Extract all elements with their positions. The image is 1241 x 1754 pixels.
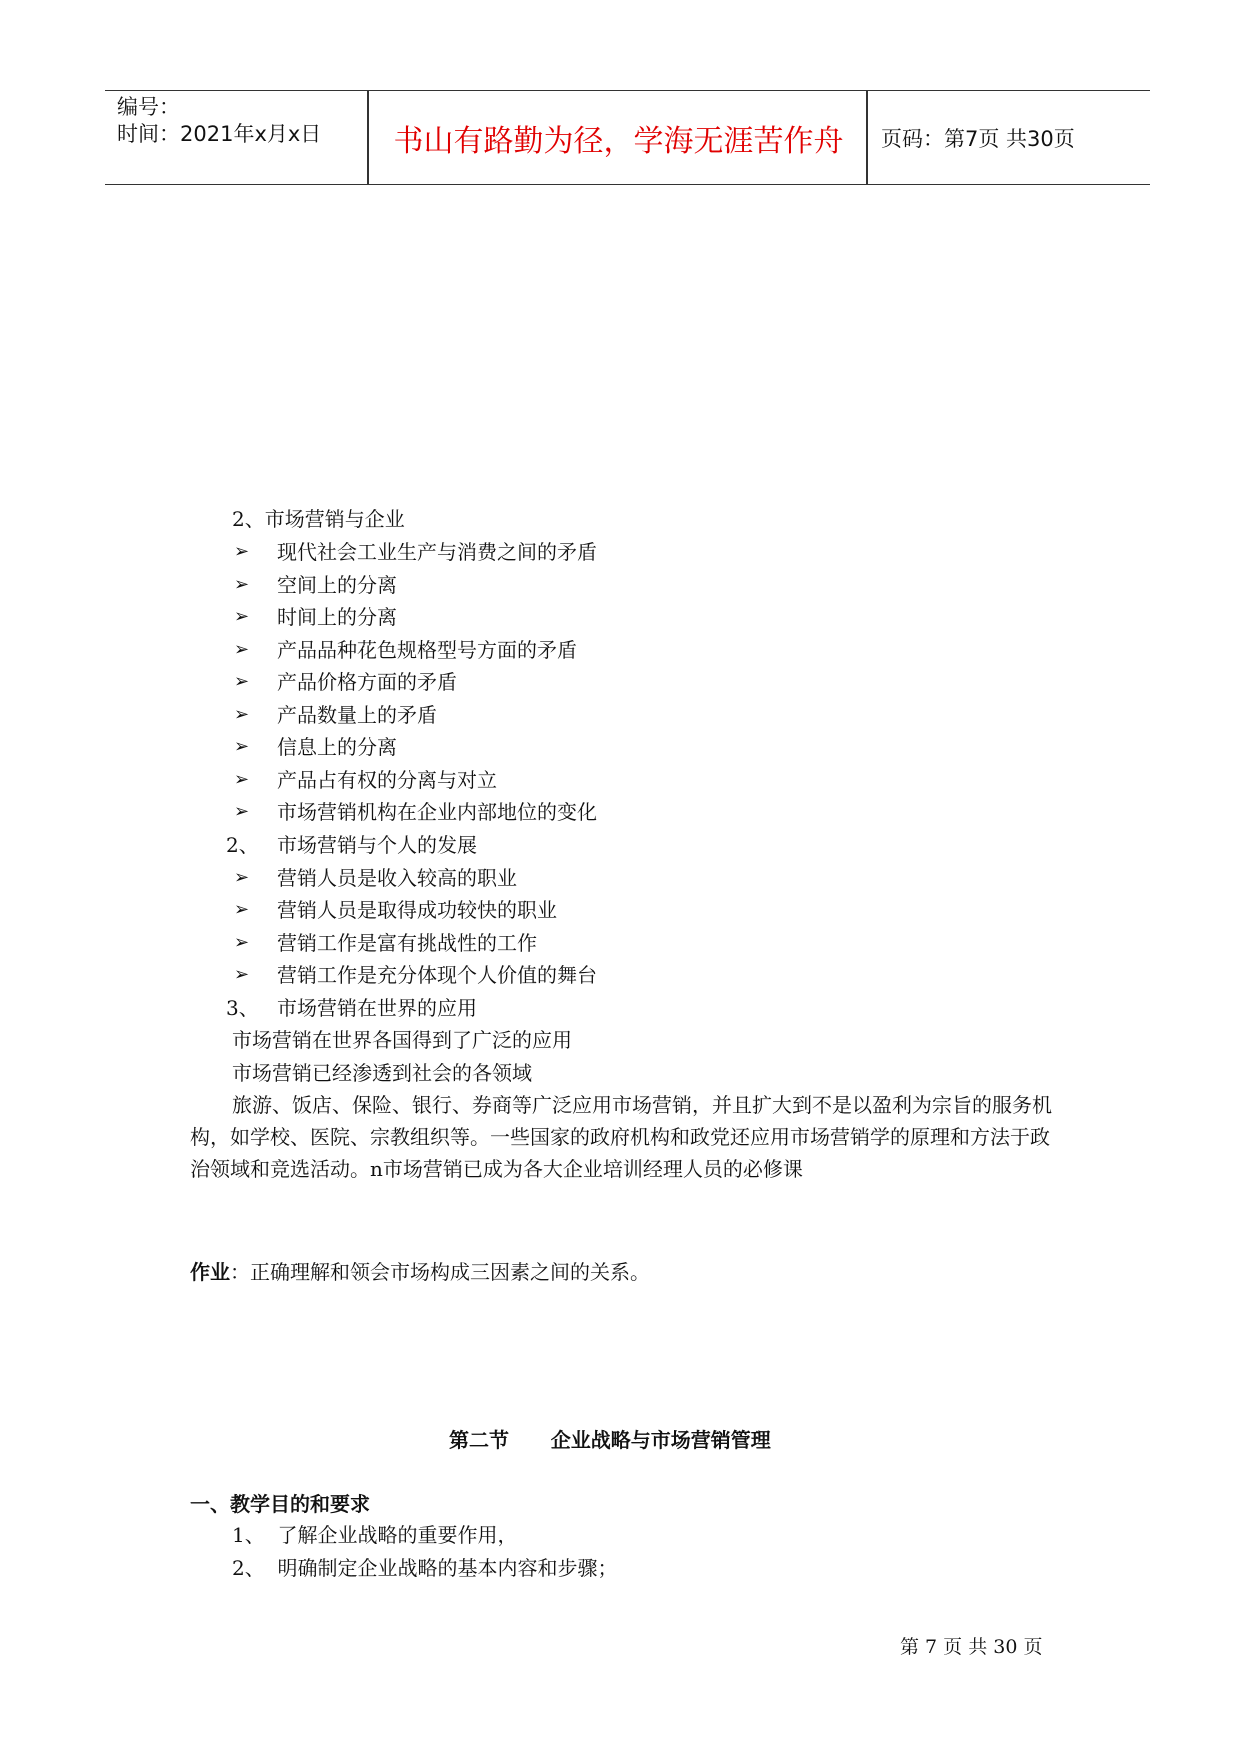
bullet-icon: ➢ — [234, 867, 250, 888]
page-header — [105, 90, 1150, 185]
section-number-personal: 2、 — [226, 833, 259, 857]
list-item: 营销工作是充分体现个人价值的舞台 — [277, 963, 597, 987]
body-paragraph: 旅游、饭店、保险、银行、券商等广泛应用市场营销，并且扩大到不是以盈利为宗旨的服务机构，如学校、医院、宗教组织等。一些国家的政府机构和政党还应用市场营销学的原理和方法于政治领域和竞选活动。n市场营销已成为各大企业培训经理人员的必修课 — [190, 1093, 1052, 1181]
header-meta — [117, 91, 367, 184]
section-heading-world: 市场营销在世界的应用 — [277, 996, 477, 1020]
list-item: 产品占有权的分离与对立 — [277, 768, 497, 792]
section-heading-personal: 市场营销与个人的发展 — [277, 833, 477, 857]
list-item: 时间上的分离 — [277, 605, 397, 629]
list-item: 2、 明确制定企业战略的基本内容和步骤； — [232, 1556, 618, 1580]
list-item: 市场营销机构在企业内部地位的变化 — [277, 800, 597, 824]
objectives-heading: 一、教学目的和要求 — [190, 1492, 370, 1516]
homework — [190, 1258, 650, 1286]
list-item: 营销工作是富有挑战性的工作 — [277, 931, 537, 955]
header-motto: 书山有路勤为径，学海无涯苦作舟 — [393, 123, 844, 159]
page-footer: 第 7 页 共 30 页 — [900, 1636, 1043, 1658]
list-item: 营销人员是取得成功较快的职业 — [277, 898, 557, 922]
bullet-icon: ➢ — [234, 704, 250, 725]
list-item: 产品品种花色规格型号方面的矛盾 — [277, 638, 577, 662]
list-item: 产品价格方面的矛盾 — [277, 670, 457, 694]
section-number-world: 3、 — [226, 996, 259, 1020]
list-item: 产品数量上的矛盾 — [277, 703, 437, 727]
bullet-icon: ➢ — [234, 574, 250, 595]
body-line: 市场营销已经渗透到社会的各领域 — [232, 1061, 532, 1085]
list-item: 营销人员是收入较高的职业 — [277, 866, 517, 890]
list-item: 空间上的分离 — [277, 573, 397, 597]
bullet-icon: ➢ — [234, 639, 250, 660]
bullet-icon: ➢ — [234, 541, 250, 562]
bullet-icon: ➢ — [234, 671, 250, 692]
list-item: 信息上的分离 — [277, 735, 397, 759]
list-item: 1、 了解企业战略的重要作用， — [232, 1523, 518, 1547]
body-line: 市场营销在世界各国得到了广泛的应用 — [232, 1028, 572, 1052]
homework-label: 作业 — [190, 1260, 230, 1284]
list-item: 现代社会工业生产与消费之间的矛盾 — [277, 540, 597, 564]
bullet-icon: ➢ — [234, 801, 250, 822]
bullet-icon: ➢ — [234, 769, 250, 790]
time-label: 时间：2021年x月x日 — [117, 122, 322, 146]
number-label: 编号： — [117, 95, 180, 119]
section-title: 第二节 企业战略与市场营销管理 — [449, 1428, 771, 1452]
header-page-info: 页码：第7页 共30页 — [881, 126, 1075, 151]
section-heading-enterprise: 2、市场营销与企业 — [232, 507, 405, 531]
homework-text: ：正确理解和领会市场构成三因素之间的关系。 — [230, 1260, 650, 1284]
bullet-icon: ➢ — [234, 964, 250, 985]
header-divider-left — [367, 91, 369, 184]
bullet-icon: ➢ — [234, 899, 250, 920]
bullet-icon: ➢ — [234, 606, 250, 627]
bullet-icon: ➢ — [234, 932, 250, 953]
bullet-icon: ➢ — [234, 736, 250, 757]
